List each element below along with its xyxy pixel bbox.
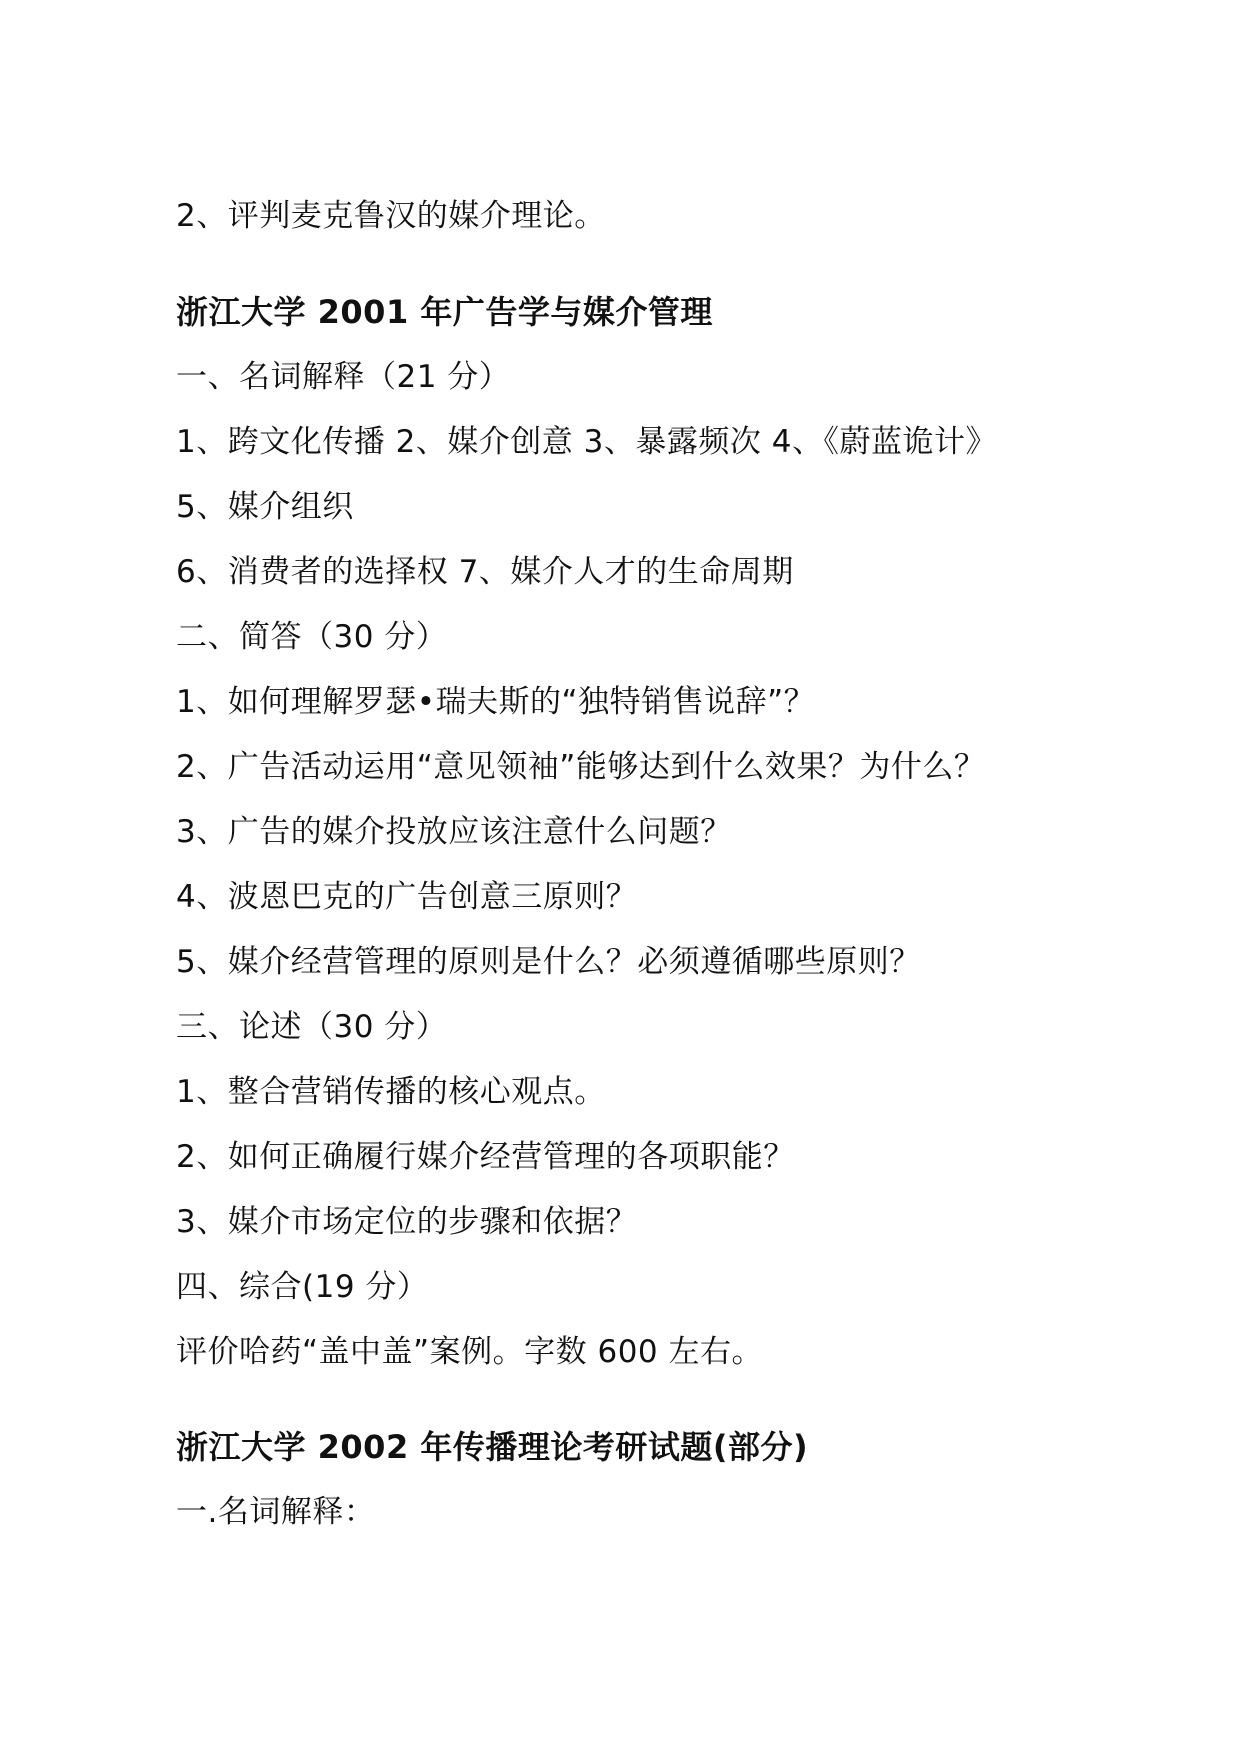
part-heading: 一.名词解释： xyxy=(176,1494,376,1530)
part-heading: 二、简答（30 分） xyxy=(176,619,448,655)
question-item: 3、媒介市场定位的步骤和依据？ xyxy=(176,1204,638,1240)
question-item: 1、如何理解罗瑟•瑞夫斯的“独特销售说辞”？ xyxy=(176,684,816,720)
question-item: 5、媒介组织 xyxy=(176,489,354,525)
question-item: 1、跨文化传播 2、媒介创意 3、暴露频次 4、《蔚蓝诡计》 xyxy=(176,424,997,460)
question-item: 6、消费者的选择权 7、媒介人才的生命周期 xyxy=(176,554,794,590)
question-item: 1、整合营销传播的核心观点。 xyxy=(176,1074,606,1110)
part-heading: 四、综合(19 分） xyxy=(176,1269,429,1305)
question-item: 2、如何正确履行媒介经营管理的各项职能？ xyxy=(176,1139,795,1175)
question-item: 4、波恩巴克的广告创意三原则？ xyxy=(176,879,638,915)
question-item: 5、媒介经营管理的原则是什么？必须遵循哪些原则？ xyxy=(176,944,921,980)
question-item: 评价哈药“盖中盖”案例。字数 600 左右。 xyxy=(176,1334,763,1370)
question-item: 2、广告活动运用“意见领袖”能够达到什么效果？为什么？ xyxy=(176,749,986,785)
question-item: 3、广告的媒介投放应该注意什么问题？ xyxy=(176,814,732,850)
part-heading: 三、论述（30 分） xyxy=(176,1009,448,1045)
section-heading: 浙江大学 2002 年传播理论考研试题(部分) xyxy=(176,1428,809,1466)
question-item: 2、评判麦克鲁汉的媒介理论。 xyxy=(176,198,606,234)
section-heading: 浙江大学 2001 年广告学与媒介管理 xyxy=(176,293,713,331)
part-heading: 一、名词解释（21 分） xyxy=(176,359,511,395)
